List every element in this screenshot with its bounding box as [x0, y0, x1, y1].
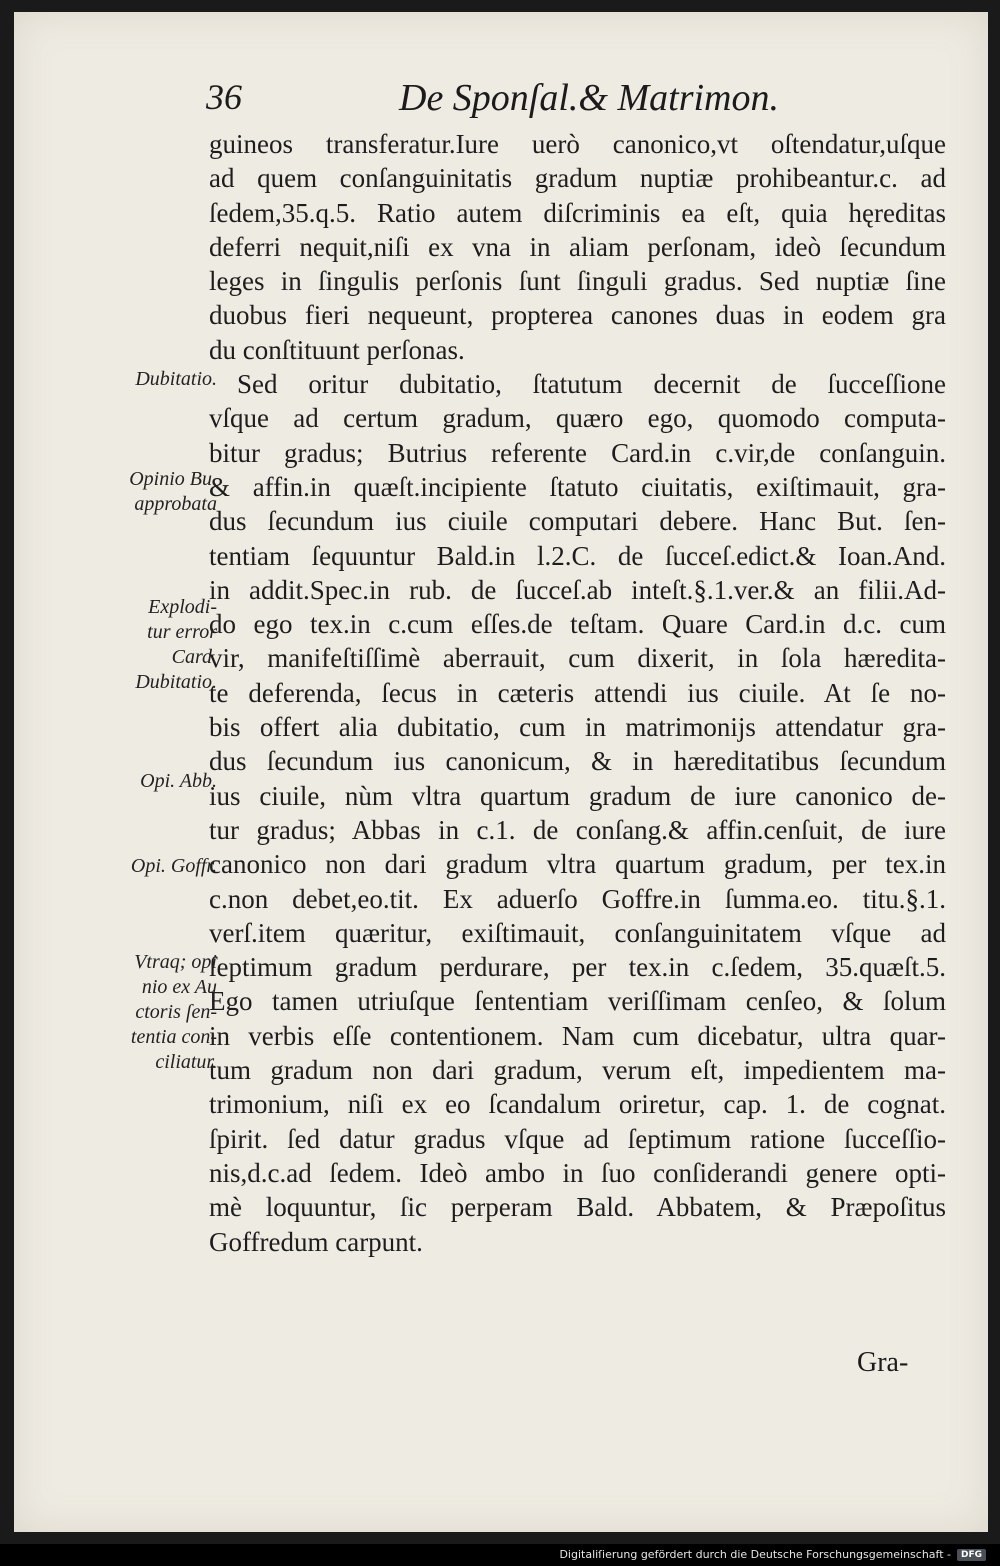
text-line: leges in ſingulis perſonis ſunt ſinguli gradus. Sed nuptiæ ſine — [209, 266, 946, 297]
text-line: nis,d.c.ad ſedem. Ideò ambo in ſuo conſiderandi genere opti- — [209, 1157, 946, 1188]
text-line: do ego tex.in c.cum eſſes.de teſtam. Quare Card.in d.c. cum — [209, 609, 946, 640]
text-line: bitur gradus; Butrius referente Card.in c.vir,de conſanguin. — [209, 437, 946, 468]
text-line: tentiam ſequuntur Bald.in l.2.C. de ſucceſ.edict.& Ioan.And. — [209, 540, 946, 571]
text-line: guineos transferatur.Iure uerò canonico,vt oſtendatur,uſque — [209, 129, 946, 159]
text-line: in addit.Spec.in rub. de ſucceſ.ab inteſt.§.1.ver.& an filii.Ad- — [209, 574, 946, 605]
text-line: deferri nequit,niſi ex vna in aliam perſonam, ideò ſecundum — [209, 231, 946, 262]
text-line: duobus fieri nequeunt, propterea canones duas in eodem gra — [209, 300, 946, 331]
text-line: te deferenda, ſecus in cæteris attendi ius ciuile. At ſe no- — [209, 677, 946, 708]
text-line: canonico non dari gradum vltra quartum gradum, per tex.in — [209, 849, 946, 880]
text-line: verſ.item quæritur, exiſtimauit, conſanguinitatem vſque ad — [209, 917, 946, 948]
book-page — [14, 12, 988, 1532]
text-line: ad quem conſanguinitatis gradum nuptiæ prohibeantur.c. ad — [209, 163, 946, 194]
margin-note-opi-goffr: Opi. Goffr. — [130, 855, 217, 877]
text-line: trimonium, niſi ex eo ſcandalum oriretur, cap. 1. de cognat. — [209, 1089, 946, 1120]
text-line: tum gradum non dari gradum, verum eſt, impedientem ma- — [209, 1055, 946, 1086]
text-line: dus ſecundum ius canonicum, & in hæreditatibus ſecundum — [209, 746, 946, 777]
margin-note-dubitatio: Dubitatio. — [135, 368, 217, 390]
text-line: du conſtituunt perſonas. — [209, 334, 465, 365]
text-line: Ego tamen utriuſque ſententiam veriſſimam cenſeo, & ſolum — [209, 986, 946, 1017]
text-line: mè loquuntur, ſic perperam Bald. Abbatem, & Præpoſitus — [209, 1192, 946, 1223]
text-line: bis offert alia dubitatio, cum in matrimonijs attendatur gra- — [209, 712, 946, 743]
credit-text: Digitaliſierung gefördert durch die Deutsche Forschungsgemeinschaft - — [559, 1548, 951, 1561]
text-line: ſpirit. ſed datur gradus vſque ad ſeptimum ratione ſucceſſio- — [209, 1123, 946, 1154]
text-line: c.non debet,eo.tit. Ex aduerſo Goffre.in ſumma.eo. titu.§.1. — [209, 883, 946, 914]
text-line: tur gradus; Abbas in c.1. de conſang.& affin.cenſuit, de iure — [209, 814, 946, 845]
margin-note-error-card: Explodi- tur error Card. — [147, 596, 217, 668]
margin-note-dubitatio-2: Dubitatio. — [135, 671, 217, 693]
text-line: dus ſecundum ius ciuile computari debere. Hanc But. ſen- — [209, 506, 946, 537]
dfg-logo-icon: DFG — [957, 1549, 986, 1561]
text-line: in verbis eſſe contentionem. Nam cum dicebatur, ultra quar- — [209, 1020, 946, 1051]
text-line: ſedem,35.q.5. Ratio autem diſcriminis ea eſt, quia hęreditas — [209, 197, 946, 228]
catchword: Gra- — [857, 1347, 909, 1378]
text-line: Sed oritur dubitatio, ſtatutum decernit de ſucceſſione — [237, 369, 946, 400]
page-number: 36 — [206, 77, 242, 117]
text-line: ſeptimum gradum perdurare, per tex.in c.ſedem, 35.quæſt.5. — [209, 952, 946, 983]
margin-note-opi-abb: Opi. Abb. — [140, 770, 217, 792]
main-text — [209, 127, 946, 1259]
margin-note-opinio-butrii: Opinio Bu. approbata — [129, 468, 217, 515]
text-line: vſque ad certum gradum, quæro ego, quomodo computa- — [209, 403, 946, 434]
text-line: Goffredum carpunt. — [209, 1226, 423, 1257]
margin-note-conciliatur: Vtraq; opi nio ex Au ctoris ſen- tentia con- ciliatur. — [130, 951, 217, 1073]
text-line: vir, manifeſtiſſimè aberrauit, cum dixerit, in ſola hæredita- — [209, 643, 946, 674]
text-line: ius ciuile, nùm vltra quartum gradum de iure canonico de- — [209, 780, 946, 811]
digitization-credit — [559, 1548, 986, 1561]
running-title: De Sponſal.& Matrimon. — [399, 77, 779, 119]
text-line: & affin.in quæſt.incipiente ſtatuto ciuitatis, exiſtimauit, gra- — [209, 471, 946, 502]
